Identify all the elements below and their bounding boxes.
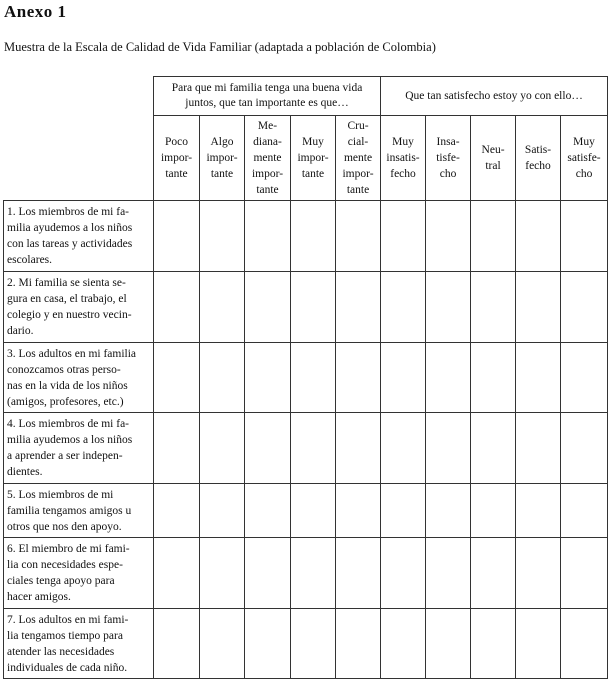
- col-header-insatisfecho: Insa- tisfe- cho: [426, 116, 471, 201]
- col-header-neutral: Neu- tral: [471, 116, 516, 201]
- rating-cell[interactable]: [154, 484, 200, 538]
- rating-cell[interactable]: [200, 272, 245, 343]
- rating-cell[interactable]: [426, 272, 471, 343]
- rating-cell[interactable]: [336, 609, 381, 679]
- rating-cell[interactable]: [516, 343, 561, 413]
- rating-cell[interactable]: [381, 484, 426, 538]
- rating-cell[interactable]: [154, 201, 200, 272]
- rating-cell[interactable]: [245, 413, 291, 484]
- rating-cell[interactable]: [154, 343, 200, 413]
- rating-cell[interactable]: [336, 343, 381, 413]
- item-label: 6. El miembro de mi fami- lia con necesidades espe- ciales tenga apoyo para hacer amigos.: [4, 538, 154, 609]
- rating-cell[interactable]: [516, 609, 561, 679]
- rating-cell[interactable]: [245, 201, 291, 272]
- rating-cell[interactable]: [200, 538, 245, 609]
- rating-cell[interactable]: [336, 538, 381, 609]
- rating-cell[interactable]: [245, 538, 291, 609]
- rating-cell[interactable]: [381, 272, 426, 343]
- rating-cell[interactable]: [291, 343, 336, 413]
- rating-cell[interactable]: [561, 538, 608, 609]
- item-label: 7. Los adultos en mi fami- lia tengamos tiempo para atender las necesidades individuales de cada niño.: [4, 609, 154, 679]
- table-row: [4, 609, 608, 679]
- rating-cell[interactable]: [200, 413, 245, 484]
- table-row: [4, 538, 608, 609]
- table-caption: Muestra de la Escala de Calidad de Vida Familiar (adaptada a población de Colombia): [4, 40, 436, 54]
- col-header-muy-satisfecho: Muy satisfe- cho: [561, 116, 608, 201]
- importance-group-header: Para que mi familia tenga una buena vida juntos, que tan importante es que…: [154, 77, 381, 116]
- annex-title: Anexo 1: [4, 2, 67, 21]
- rating-cell[interactable]: [471, 201, 516, 272]
- rating-cell[interactable]: [471, 609, 516, 679]
- rating-cell[interactable]: [381, 201, 426, 272]
- table-row: [4, 413, 608, 484]
- satisfaction-group-header: Que tan satisfecho estoy yo con ello…: [381, 77, 608, 116]
- rating-cell[interactable]: [561, 201, 608, 272]
- col-header-satisfecho: Satis- fecho: [516, 116, 561, 201]
- rating-cell[interactable]: [291, 272, 336, 343]
- rating-cell[interactable]: [426, 609, 471, 679]
- rating-cell[interactable]: [245, 609, 291, 679]
- item-label: 5. Los miembros de mi familia tengamos amigos u otros que nos den apoyo.: [4, 484, 154, 538]
- rating-cell[interactable]: [561, 609, 608, 679]
- table-row: [4, 484, 608, 538]
- rating-cell[interactable]: [516, 201, 561, 272]
- rating-cell[interactable]: [154, 609, 200, 679]
- rating-cell[interactable]: [291, 484, 336, 538]
- rating-cell[interactable]: [200, 201, 245, 272]
- rating-cell[interactable]: [245, 484, 291, 538]
- rating-cell[interactable]: [245, 272, 291, 343]
- table-row: [4, 201, 608, 272]
- rating-cell[interactable]: [561, 413, 608, 484]
- rating-cell[interactable]: [200, 343, 245, 413]
- rating-cell[interactable]: [381, 538, 426, 609]
- rating-cell[interactable]: [336, 484, 381, 538]
- rating-cell[interactable]: [426, 484, 471, 538]
- rating-cell[interactable]: [471, 272, 516, 343]
- rating-cell[interactable]: [381, 343, 426, 413]
- rating-cell[interactable]: [200, 484, 245, 538]
- rating-cell[interactable]: [516, 413, 561, 484]
- rating-cell[interactable]: [291, 538, 336, 609]
- col-header-muy-insatisfecho: Muy insatis- fecho: [381, 116, 426, 201]
- rating-cell[interactable]: [561, 272, 608, 343]
- rating-cell[interactable]: [200, 609, 245, 679]
- rating-cell[interactable]: [381, 609, 426, 679]
- corner-cell: [4, 77, 154, 201]
- table-row: [4, 343, 608, 413]
- rating-cell[interactable]: [471, 484, 516, 538]
- col-header-crucialmente-importante: Cru- cial- mente impor- tante: [336, 116, 381, 201]
- rating-cell[interactable]: [471, 343, 516, 413]
- item-label: 3. Los adultos en mi familia conozcamos otras perso- nas en la vida de los niños (amigos, profesores, etc.): [4, 343, 154, 413]
- col-header-algo-importante: Algo impor- tante: [200, 116, 245, 201]
- rating-cell[interactable]: [336, 201, 381, 272]
- table-row: [4, 272, 608, 343]
- rating-cell[interactable]: [426, 413, 471, 484]
- rating-cell[interactable]: [381, 413, 426, 484]
- col-header-medianamente-importante: Me- diana- mente impor- tante: [245, 116, 291, 201]
- item-label: 1. Los miembros de mi fa- milia ayudemos a los niños con las tareas y actividades escolares.: [4, 201, 154, 272]
- rating-cell[interactable]: [471, 413, 516, 484]
- rating-cell[interactable]: [336, 272, 381, 343]
- rating-cell[interactable]: [154, 538, 200, 609]
- rating-cell[interactable]: [154, 413, 200, 484]
- col-header-muy-importante: Muy impor- tante: [291, 116, 336, 201]
- col-header-poco-importante: Poco impor- tante: [154, 116, 200, 201]
- rating-cell[interactable]: [426, 343, 471, 413]
- rating-cell[interactable]: [561, 343, 608, 413]
- rating-cell[interactable]: [426, 201, 471, 272]
- rating-cell[interactable]: [516, 484, 561, 538]
- rating-cell[interactable]: [516, 272, 561, 343]
- rating-cell[interactable]: [471, 538, 516, 609]
- item-label: 4. Los miembros de mi fa- milia ayudemos a los niños a aprender a ser indepen- dientes.: [4, 413, 154, 484]
- rating-cell[interactable]: [561, 484, 608, 538]
- item-label: 2. Mi familia se sienta se- gura en casa, el trabajo, el colegio y en nuestro vecin- dario.: [4, 272, 154, 343]
- rating-cell[interactable]: [336, 413, 381, 484]
- rating-cell[interactable]: [426, 538, 471, 609]
- rating-cell[interactable]: [291, 413, 336, 484]
- rating-cell[interactable]: [291, 201, 336, 272]
- rating-cell[interactable]: [245, 343, 291, 413]
- family-quality-of-life-scale-table: [3, 76, 608, 679]
- rating-cell[interactable]: [291, 609, 336, 679]
- rating-cell[interactable]: [516, 538, 561, 609]
- rating-cell[interactable]: [154, 272, 200, 343]
